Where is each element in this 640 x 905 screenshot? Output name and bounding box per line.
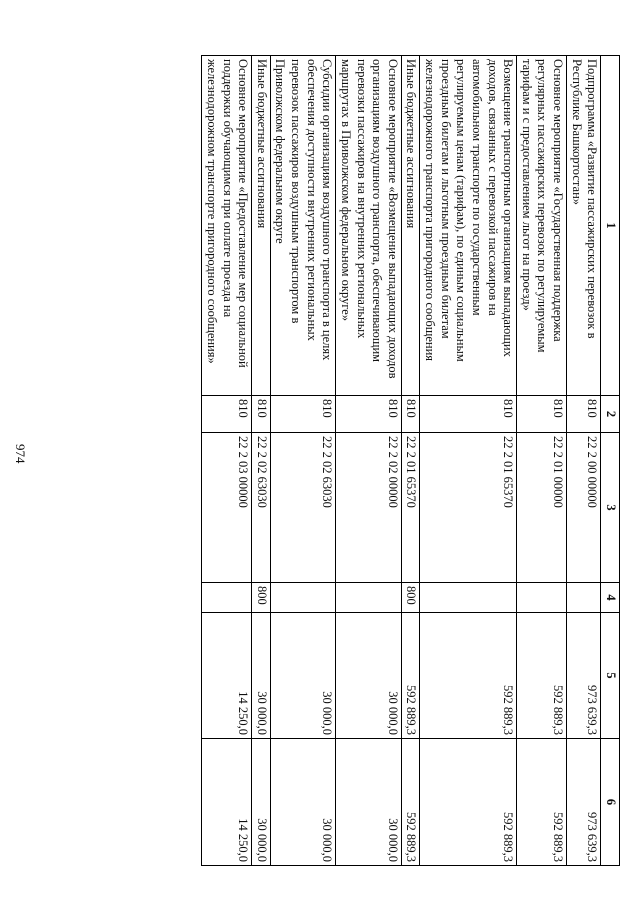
target-article-cell: 22 2 01 00000 [517, 433, 567, 583]
target-article-cell: 22 2 03 00000 [202, 433, 252, 583]
target-article-cell: 22 2 02 63030 [252, 433, 271, 583]
row-name-cell: Иные бюджетные ассигнования [401, 56, 420, 396]
table-row [270, 56, 336, 866]
table-row [252, 56, 271, 866]
amount-cell: 30 000,0 [252, 613, 271, 739]
target-article-cell: 22 2 01 65370 [420, 433, 517, 583]
expense-type-cell [567, 583, 601, 613]
ministry-code-cell: 810 [202, 396, 252, 433]
target-article-cell: 22 2 01 65370 [401, 433, 420, 583]
ministry-code-cell: 810 [567, 396, 601, 433]
table-row [336, 56, 402, 866]
expense-type-cell [517, 583, 567, 613]
ministry-code-cell: 810 [270, 396, 336, 433]
target-article-cell: 22 2 02 63030 [270, 433, 336, 583]
amount-cell: 14 250,0 [202, 613, 252, 739]
amount-cell: 30 000,0 [336, 613, 402, 739]
page-number: 974 [13, 444, 28, 464]
header-cell: 3 [601, 433, 620, 583]
table-row [401, 56, 420, 866]
ministry-code-cell: 810 [517, 396, 567, 433]
amount-cell: 592 889,3 [517, 739, 567, 866]
header-cell: 5 [601, 613, 620, 739]
amount-cell: 592 889,3 [517, 613, 567, 739]
amount-cell: 30 000,0 [270, 613, 336, 739]
amount-cell: 592 889,3 [401, 739, 420, 866]
amount-cell: 973 639,3 [567, 613, 601, 739]
header-cell: 6 [601, 739, 620, 866]
row-name-cell: Возмещение транспортным организациям выпадающих доходов, связанных с перевозкой пассажиров на автомобильном транспорте по государственным регулируемым ценам (тарифам), по единым социальным проездным билетам и льготным проездным билетам железнодорожного транспорта пригородного сообщения [420, 56, 517, 396]
table-row [517, 56, 567, 866]
amount-cell: 30 000,0 [252, 739, 271, 866]
row-name-cell: Основное мероприятие «Возмещение выпадающих доходов организациям воздушного транспорта, обеспечивающим перевозки пассажиров на внутренних региональных маршрутах в Приволжском федеральном округе» [336, 56, 402, 396]
target-article-cell: 22 2 02 00000 [336, 433, 402, 583]
amount-cell: 592 889,3 [420, 739, 517, 866]
budget-table [201, 55, 620, 866]
table-row [420, 56, 517, 866]
amount-cell: 592 889,3 [420, 613, 517, 739]
ministry-code-cell: 810 [336, 396, 402, 433]
header-cell: 4 [601, 583, 620, 613]
expense-type-cell [202, 583, 252, 613]
row-name-cell: Иные бюджетные ассигнования [252, 56, 271, 396]
amount-cell: 30 000,0 [336, 739, 402, 866]
target-article-cell: 22 2 00 00000 [567, 433, 601, 583]
amount-cell: 973 639,3 [567, 739, 601, 866]
row-name-cell: Основное мероприятие «Государственная поддержка регулярных пассажирских перевозок по регулируемым тарифам и с предоставлением льгот на проезд» [517, 56, 567, 396]
header-row [601, 56, 620, 866]
table-row [202, 56, 252, 866]
amount-cell: 30 000,0 [270, 739, 336, 866]
table-row [567, 56, 601, 866]
expense-type-cell: 800 [252, 583, 271, 613]
row-name-cell: Основное мероприятие «Предоставление мер социальной поддержки обучающимся при оплате проезда на железнодорожном транспорте пригородного сообщения» [202, 56, 252, 396]
ministry-code-cell: 810 [252, 396, 271, 433]
expense-type-cell [336, 583, 402, 613]
expense-type-cell [270, 583, 336, 613]
amount-cell: 14 250,0 [202, 739, 252, 866]
rotated-table-container [90, 55, 620, 865]
ministry-code-cell: 810 [420, 396, 517, 433]
header-cell: 1 [601, 56, 620, 396]
row-name-cell: Субсидии организациям воздушного транспорта в целях обеспечения доступности внутренних региональных перевозок пассажиров воздушным транспортом в Приволжском федеральном округе [270, 56, 336, 396]
ministry-code-cell: 810 [401, 396, 420, 433]
row-name-cell: Подпрограмма «Развитие пассажирских перевозок в Республике Башкортостан» [567, 56, 601, 396]
amount-cell: 592 889,3 [401, 613, 420, 739]
header-cell: 2 [601, 396, 620, 433]
expense-type-cell [420, 583, 517, 613]
expense-type-cell: 800 [401, 583, 420, 613]
